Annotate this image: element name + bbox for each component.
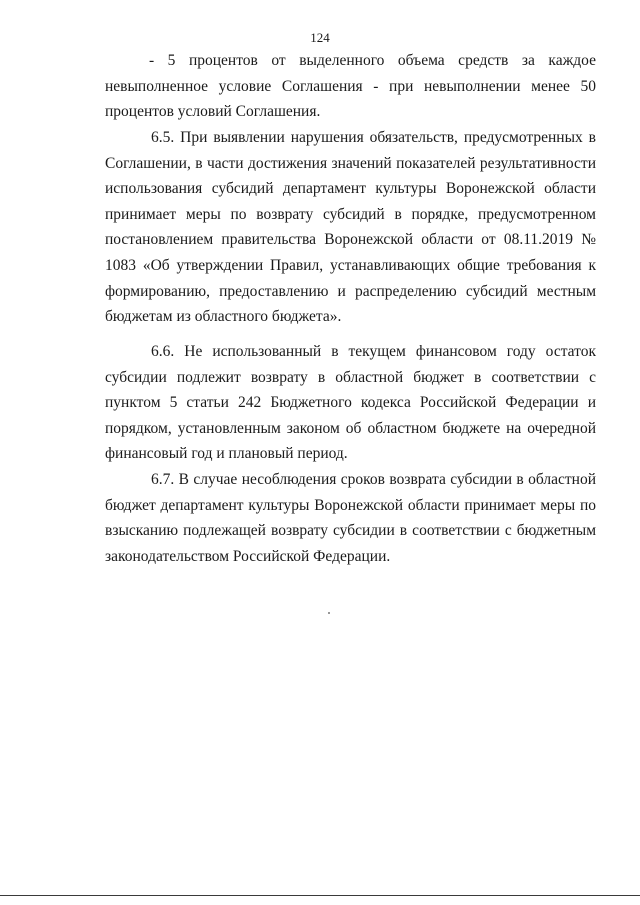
- paragraph-penalty-clause: - 5 процентов от выделенного объема средств за каждое невыполненное условие Соглашения - при невыполнении менее 50 процентов условий Соглашения.: [105, 52, 596, 121]
- page-number: 124: [310, 30, 330, 45]
- scan-speck: [328, 612, 330, 614]
- paragraph-6-5: 6.5. При выявлении нарушения обязательств, предусмотренных в Соглашении, в части достижения значений показателей результативности использования субсидий департамент культуры Воронежской области принимает меры по возврату субсидий в порядке, предусмотренном постановлением правительства Воронежской области от 08.11.2019 № 1083 «Об утверждении Правил, устанавливающих общие требования к формированию, предоставлению и распределению субсидий местным бюджетам из областного бюджета».: [105, 129, 596, 326]
- page-bottom-border: [0, 895, 640, 896]
- paragraph-6-7: 6.7. В случае несоблюдения сроков возврата субсидии в областной бюджет департамент культуры Воронежской области принимает меры по взысканию подлежащей возврату субсидии в соответствии с бюджетным законодательством Российской Федерации.: [105, 471, 596, 565]
- paragraph-6-6: 6.6. Не использованный в текущем финансовом году остаток субсидии подлежит возврату в областной бюджет в соответствии с пунктом 5 статьи 242 Бюджетного кодекса Российской Федерации и порядком, установленным законом об областном бюджете на очередной финансовый год и плановый период.: [105, 343, 596, 463]
